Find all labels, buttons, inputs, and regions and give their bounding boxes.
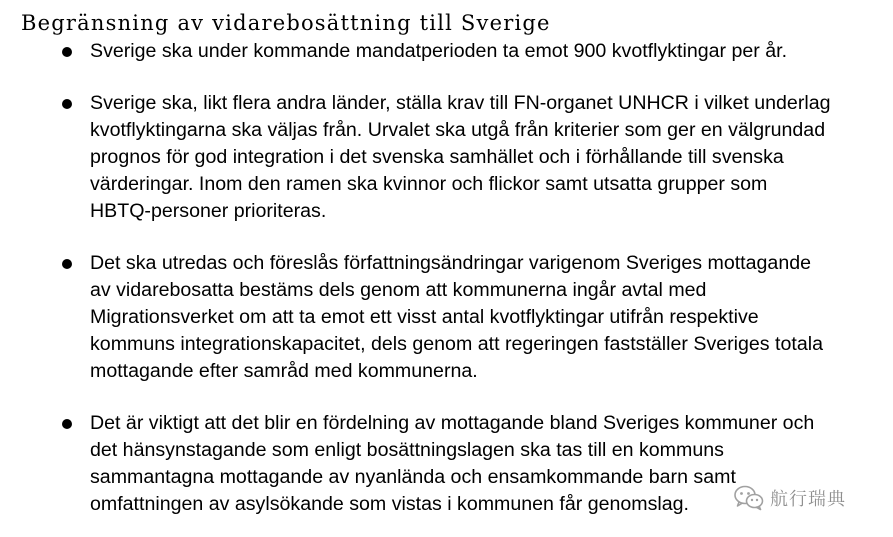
bullet-text: Det är viktigt att det blir en fördelning av mottagande bland Sveriges kommuner och det hänsynstagande som enligt bosättningslagen ska tas till en kommuns sammantagna mottagande av nyanlända och ensamkommande barn samt omfattningen av asylsökande som vistas i kommunen får genomslag. — [90, 412, 815, 515]
bullet-icon — [62, 419, 72, 429]
bullet-text: Det ska utredas och föreslås författningsändringar varigenom Sveriges mottagande av vidarebosatta bestäms dels genom att kommunerna ingår avtal med Migrationsverket om att ta emot ett visst antal kvotflyktingar utifrån respektive kommuns integrationskapacitet, dels genom att regeringen fastställer Sveriges totala mottagande efter samråd med kommunerna. — [90, 252, 823, 382]
section-heading: Begränsning av vidarebosättning till Sverige — [21, 11, 551, 35]
wechat-icon — [734, 485, 764, 511]
watermark — [734, 482, 846, 514]
bullet-icon — [62, 259, 72, 269]
bullet-text: Sverige ska under kommande mandatperioden ta emot 900 kvotflyktingar per år. — [90, 40, 788, 62]
bullet-icon — [62, 99, 72, 109]
bullet-icon — [62, 47, 72, 57]
watermark-text: 航行瑞典 — [770, 489, 846, 510]
bullet-text: Sverige ska, likt flera andra länder, ställa krav till FN-organet UNHCR i vilket underlag kvotflyktingarna ska väljas från. Urvalet ska utgå från kriterier som ger en välgrundad prognos för god integration i det svenska samhället och i förhållande till svenska värderingar. Inom den ramen ska kvinnor och flickor samt utsatta grupper som HBTQ-personer prioriteras. — [90, 92, 831, 222]
